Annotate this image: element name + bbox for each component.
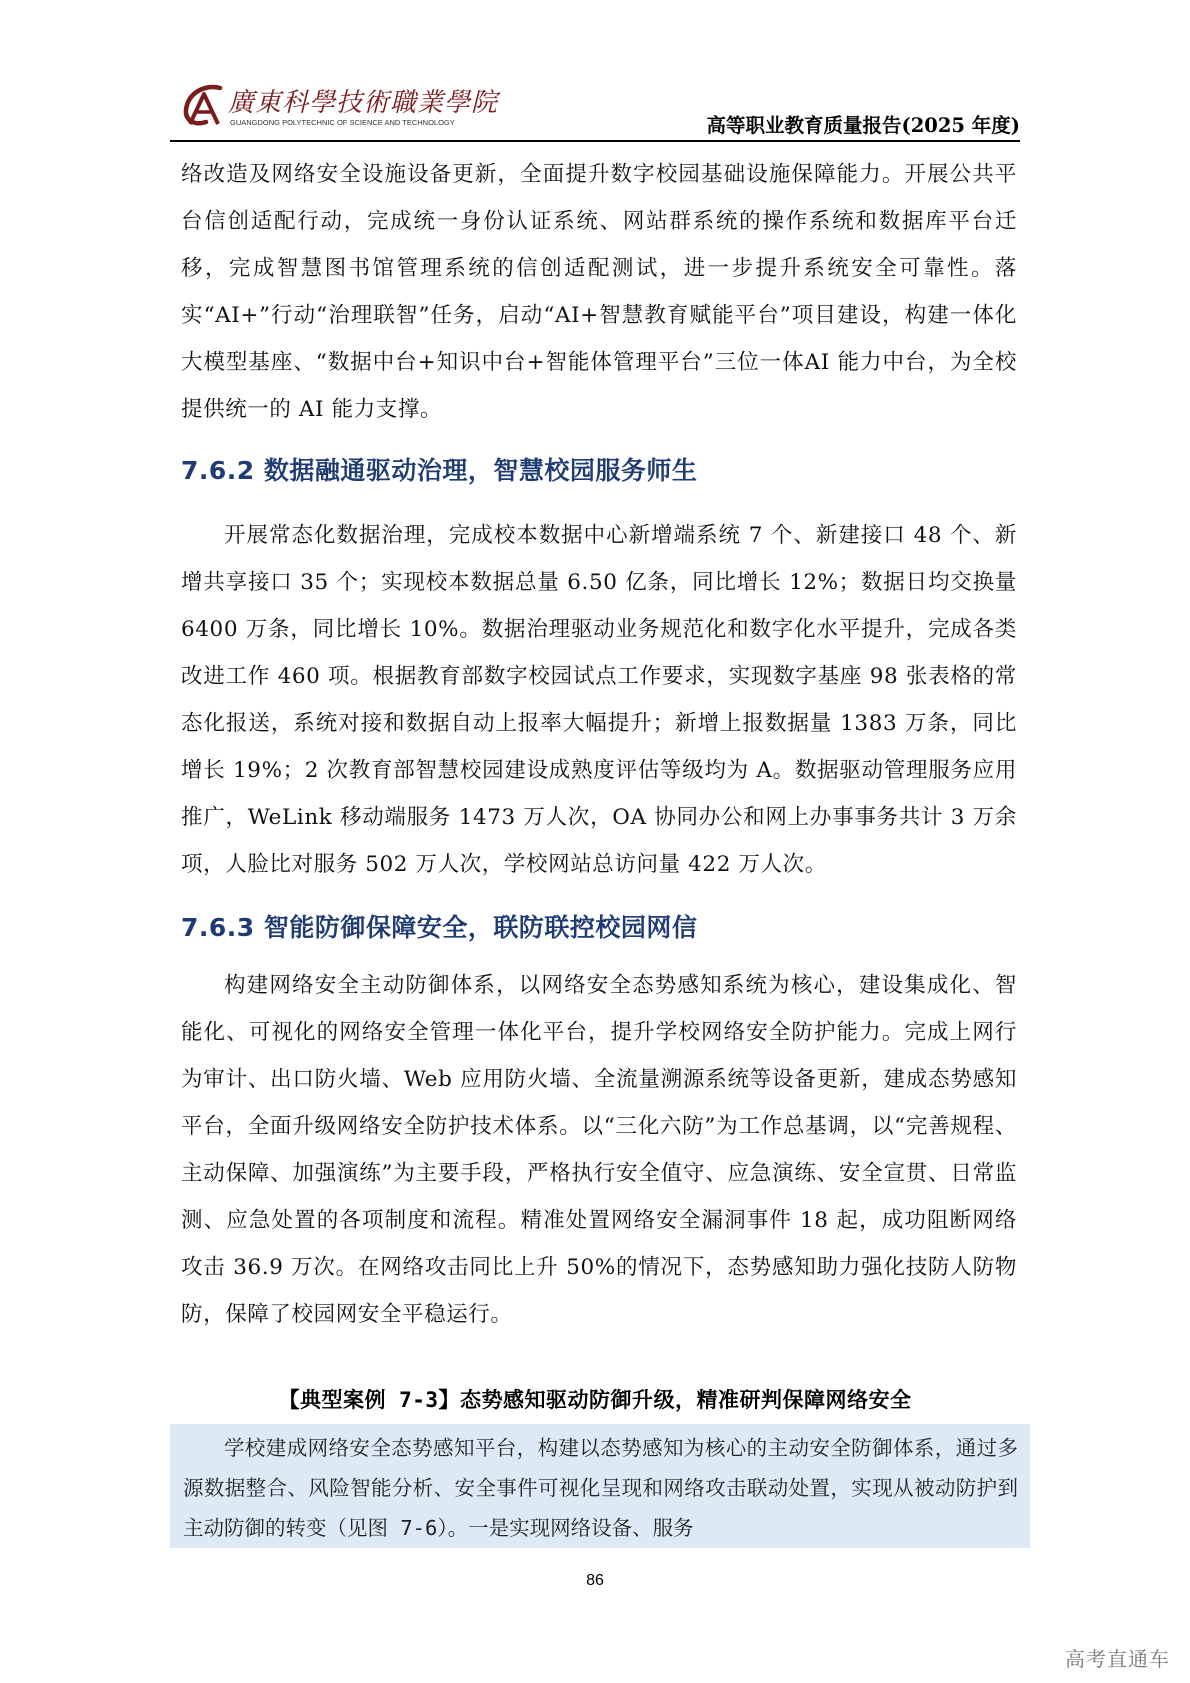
page-header [170,80,1020,146]
section-7-6-3-paragraph: 构建网络安全主动防御体系，以网络安全态势感知系统为核心，建设集成化、智能化、可视化的网络安全管理一体化平台，提升学校网络安全防护能力。完成上网行为审计、出口防火墙、Web 应用防火墙、全流量溯源系统等设备更新，建成态势感知平台，全面升级网络安全防护技术体系。以“三化六防”为工作总基调，以“完善规程、主动保障、加强演练”为主要手段，严格执行安全值守、应急演练、安全宣贯、日常监测、应急处置的各项制度和流程。精准处置网络安全漏洞事件 18 起，成功阻断网络攻击 36.9 万次。在网络攻击同比上升 50%的情况下，态势感知助力强化技防人防物防，保障了校园网安全平稳运行。 [181,973,1017,1327]
college-logo [180,80,499,136]
logo-chinese-name: 廣東科學技術職業學院 [228,88,499,118]
case-study-text: 学校建成网络安全态势感知平台，构建以态势感知为核心的主动安全防御体系，通过多源数据整合、风险智能分析、安全事件可视化呈现和网络攻击联动处置，实现从被动防护到主动防御的转变（见图 7-6）。一是实现网络设备、服务 [183,1436,1018,1540]
main-content [181,151,1017,1338]
header-divider [170,140,1020,142]
section-heading-7-6-3: 7.6.3 智能防御保障安全，联防联控校园网信 [181,913,698,942]
intro-paragraph: 络改造及网络安全设施设备更新，全面提升数字校园基础设施保障能力。开展公共平台信创适配行动，完成统一身份认证系统、网站群系统的操作系统和数据库平台迁移，完成智慧图书馆管理系统的信创适配测试，进一步提升系统安全可靠性。落实“AI+”行动“治理联智”任务，启动“AI+智慧教育赋能平台”项目建设，构建一体化大模型基座、“数据中台+知识中台+智能体管理平台”三位一体AI 能力中台，为全校提供统一的 AI 能力支撑。 [181,162,1017,422]
logo-english-name: GUANGDONG POLYTECHNIC OF SCIENCE AND TECHNOLOGY [230,118,455,127]
section-heading-7-6-2: 7.6.2 数据融通驱动治理，智慧校园服务师生 [181,456,698,485]
section-7-6-2-paragraph: 开展常态化数据治理，完成校本数据中心新增端系统 7 个、新建接口 48 个、新增共享接口 35 个；实现校本数据总量 6.50 亿条，同比增长 12%；数据日均交换量 6400 万条，同比增长 10%。数据治理驱动业务规范化和数字化水平提升，完成各类改进工作 460 项。根据教育部数字校园试点工作要求，实现数字基座 98 张表格的常态化报送，系统对接和数据自动上报率大幅提升；新增上报数据量 1383 万条，同比增长 19%；2 次教育部智慧校园建设成熟度评估等级均为 A。数据驱动管理服务应用推广，WeLink 移动端服务 1473 万人次，OA 协同办公和网上办事事务共计 3 万余项，人脸比对服务 502 万人次，学校网站总访问量 422 万人次。 [181,523,1017,877]
college-emblem-icon [180,82,226,128]
case-study-title: 【典型案例 7-3】态势感知驱动防御升级，精准研判保障网络安全 [278,1388,912,1412]
report-title: 高等职业教育质量报告(2025 年度) [706,114,1020,137]
page-number: 86 [586,1572,604,1589]
watermark-text: 高考直通车 [1065,1647,1170,1671]
case-study-box [170,1424,1030,1548]
